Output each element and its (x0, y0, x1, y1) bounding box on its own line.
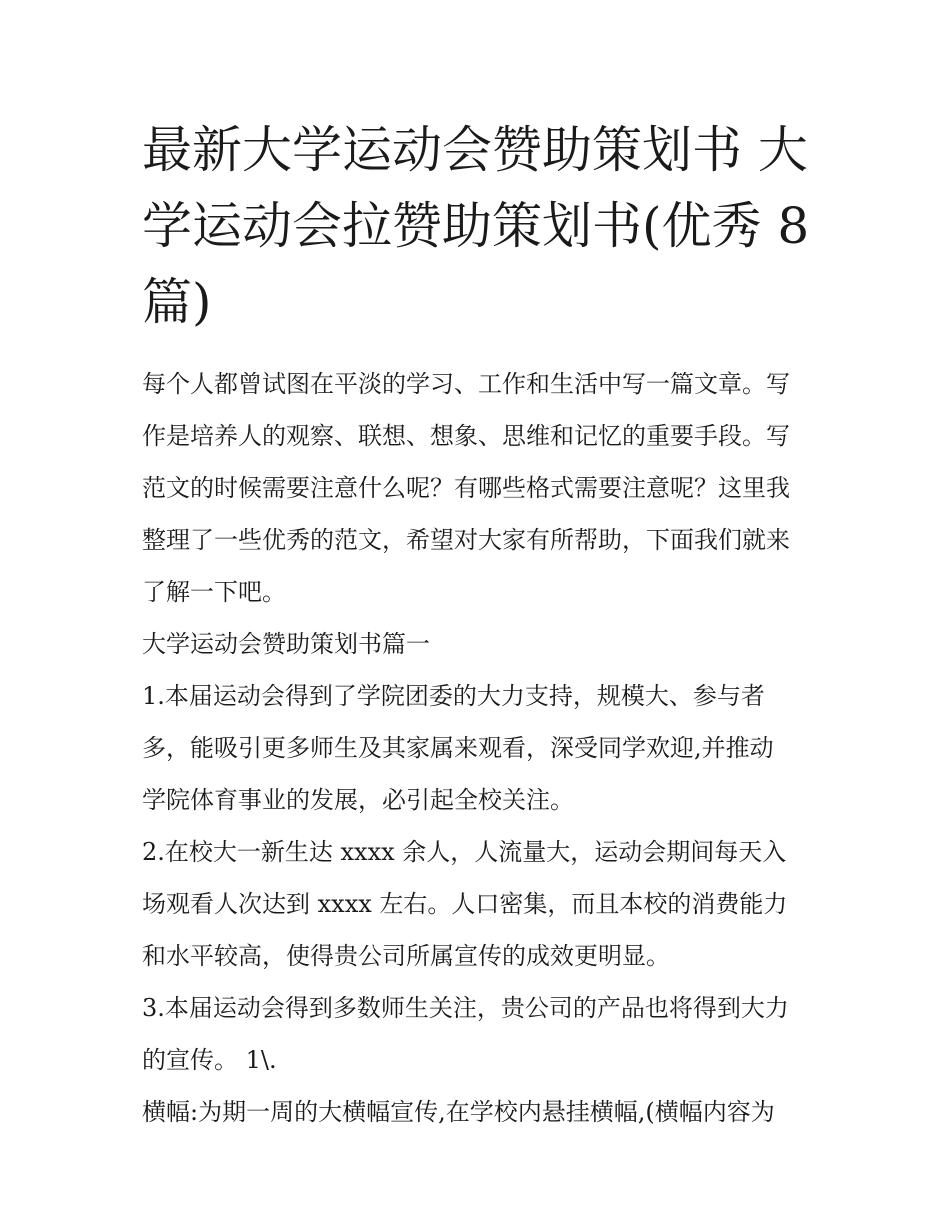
intro-paragraph (142, 358, 822, 618)
item-line: 的宣传。 1\. (142, 1046, 277, 1074)
title-line: 篇) (142, 273, 212, 331)
item-line: 多，能吸引更多师生及其家属来观看，深受同学欢迎,并推动 (142, 734, 774, 762)
item-line: 3.本届运动会得到多数师生关注，贵公司的产品也将得到大力 (142, 994, 789, 1022)
item-line: 2.在校大一新生达 xxxx 余人，人流量大，运动会期间每天入 (142, 838, 787, 866)
intro-line: 每个人都曾试图在平淡的学习、工作和生活中写一篇文章。写 (142, 370, 790, 398)
title-line: 学运动会拉赞助策划书(优秀 8 (142, 197, 810, 255)
intro-line: 范文的时候需要注意什么呢？有哪些格式需要注意呢？这里我 (142, 474, 790, 502)
intro-line: 作是培养人的观察、联想、想象、思维和记忆的重要手段。写 (142, 422, 790, 450)
title-line: 最新大学运动会赞助策划书 大 (142, 121, 808, 179)
list-item-1 (142, 670, 822, 826)
section-heading-text: 大学运动会赞助策划书篇一 (142, 630, 430, 658)
item-line: 场观看人次达到 xxxx 左右。人口密集，而且本校的消费能力 (142, 890, 788, 918)
item-line: 和水平较高，使得贵公司所属宣传的成效更明显。 (142, 942, 670, 970)
section-heading (142, 618, 822, 670)
item-line: 1.本届运动会得到了学院团委的大力支持，规模大、参与者 (142, 682, 765, 710)
banner-line: 横幅:为期一周的大横幅宣传,在学校内悬挂横幅,(横幅内容为 (142, 1098, 775, 1126)
document-page (142, 112, 822, 1138)
intro-line: 了解一下吧。 (142, 578, 286, 606)
list-item-3 (142, 982, 822, 1086)
document-title (142, 112, 822, 340)
list-item-2 (142, 826, 822, 982)
intro-line: 整理了一些优秀的范文，希望对大家有所帮助，下面我们就来 (142, 526, 790, 554)
item-line: 学院体育事业的发展，必引起全校关注。 (142, 786, 574, 814)
banner-paragraph (142, 1086, 822, 1138)
